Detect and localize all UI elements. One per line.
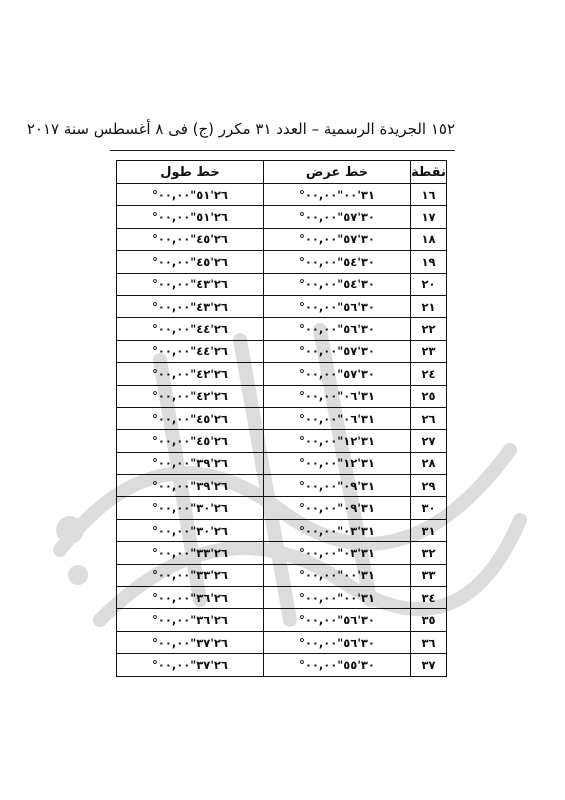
point-cell: ٣٢ bbox=[411, 542, 447, 564]
point-cell: ٢٥ bbox=[411, 385, 447, 407]
latitude-cell: °٣٠'٥٦"٠٠,٠٠ bbox=[264, 318, 411, 340]
latitude-cell: °٣٠'٥٧"٠٠,٠٠ bbox=[264, 363, 411, 385]
longitude-cell: °٢٦'٣٠"٠٠,٠٠ bbox=[117, 497, 264, 519]
point-cell: ٢٠ bbox=[411, 273, 447, 295]
longitude-cell: °٢٦'٤٣"٠٠,٠٠ bbox=[117, 295, 264, 317]
latitude-cell: °٣١'٠٩"٠٠,٠٠ bbox=[264, 475, 411, 497]
table-row bbox=[117, 609, 447, 631]
table-row bbox=[117, 631, 447, 653]
longitude-cell: °٢٦'٤٢"٠٠,٠٠ bbox=[117, 385, 264, 407]
table-row bbox=[117, 318, 447, 340]
table-row bbox=[117, 273, 447, 295]
point-cell: ٢٨ bbox=[411, 452, 447, 474]
longitude-cell: °٢٦'٤٣"٠٠,٠٠ bbox=[117, 273, 264, 295]
table-row bbox=[117, 587, 447, 609]
point-cell: ٢٤ bbox=[411, 363, 447, 385]
table-row bbox=[117, 206, 447, 228]
longitude-cell: °٢٦'٣٩"٠٠,٠٠ bbox=[117, 452, 264, 474]
longitude-cell: °٢٦'٤٥"٠٠,٠٠ bbox=[117, 407, 264, 429]
latitude-cell: °٣١'٠٠"٠٠,٠٠ bbox=[264, 587, 411, 609]
latitude-cell: °٣٠'٥٦"٠٠,٠٠ bbox=[264, 631, 411, 653]
point-cell: ٢٣ bbox=[411, 340, 447, 362]
point-cell: ٣٠ bbox=[411, 497, 447, 519]
point-cell: ١٦ bbox=[411, 184, 447, 206]
header-rule bbox=[110, 150, 455, 151]
point-cell: ٣٦ bbox=[411, 631, 447, 653]
point-cell: ١٩ bbox=[411, 251, 447, 273]
longitude-cell: °٢٦'٥١"٠٠,٠٠ bbox=[117, 206, 264, 228]
latitude-cell: °٣٠'٥٧"٠٠,٠٠ bbox=[264, 340, 411, 362]
longitude-cell: °٢٦'٣٧"٠٠,٠٠ bbox=[117, 654, 264, 676]
latitude-cell: °٣٠'٥٥"٠٠,٠٠ bbox=[264, 654, 411, 676]
longitude-cell: °٢٦'٣٦"٠٠,٠٠ bbox=[117, 587, 264, 609]
table-row bbox=[117, 654, 447, 676]
coordinates-table bbox=[116, 160, 447, 677]
longitude-cell: °٢٦'٤٥"٠٠,٠٠ bbox=[117, 251, 264, 273]
point-cell: ٢٦ bbox=[411, 407, 447, 429]
table-row bbox=[117, 385, 447, 407]
latitude-cell: °٣١'٠٣"٠٠,٠٠ bbox=[264, 519, 411, 541]
table-row bbox=[117, 295, 447, 317]
point-cell: ١٨ bbox=[411, 228, 447, 250]
latitude-cell: °٣١'٠٦"٠٠,٠٠ bbox=[264, 407, 411, 429]
point-cell: ٢٩ bbox=[411, 475, 447, 497]
latitude-cell: °٣١'١٢"٠٠,٠٠ bbox=[264, 452, 411, 474]
table-row bbox=[117, 497, 447, 519]
point-cell: ٣٤ bbox=[411, 587, 447, 609]
longitude-cell: °٢٦'٤٢"٠٠,٠٠ bbox=[117, 363, 264, 385]
latitude-cell: °٣١'١٢"٠٠,٠٠ bbox=[264, 430, 411, 452]
point-cell: ٢٢ bbox=[411, 318, 447, 340]
table-row bbox=[117, 228, 447, 250]
point-cell: ٣٣ bbox=[411, 564, 447, 586]
latitude-cell: °٣٠'٥٧"٠٠,٠٠ bbox=[264, 228, 411, 250]
longitude-cell: °٢٦'٣٧"٠٠,٠٠ bbox=[117, 631, 264, 653]
longitude-cell: °٢٦'٤٤"٠٠,٠٠ bbox=[117, 318, 264, 340]
point-cell: ٢٧ bbox=[411, 430, 447, 452]
point-cell: ٢١ bbox=[411, 295, 447, 317]
table-header-row bbox=[117, 161, 447, 184]
header-point: نقطة bbox=[411, 161, 447, 184]
header-latitude: خط عرض bbox=[264, 161, 411, 184]
table-row bbox=[117, 475, 447, 497]
latitude-cell: °٣٠'٥٧"٠٠,٠٠ bbox=[264, 206, 411, 228]
latitude-cell: °٣١'٠٠"٠٠,٠٠ bbox=[264, 184, 411, 206]
table-row bbox=[117, 407, 447, 429]
longitude-cell: °٢٦'٤٥"٠٠,٠٠ bbox=[117, 430, 264, 452]
longitude-cell: °٢٦'٤٤"٠٠,٠٠ bbox=[117, 340, 264, 362]
latitude-cell: °٣١'٠٩"٠٠,٠٠ bbox=[264, 497, 411, 519]
longitude-cell: °٢٦'٣٠"٠٠,٠٠ bbox=[117, 519, 264, 541]
table-row bbox=[117, 519, 447, 541]
header-longitude: خط طول bbox=[117, 161, 264, 184]
table-row bbox=[117, 542, 447, 564]
table-row bbox=[117, 363, 447, 385]
longitude-cell: °٢٦'٣٣"٠٠,٠٠ bbox=[117, 542, 264, 564]
table-row bbox=[117, 340, 447, 362]
latitude-cell: °٣١'٠٠"٠٠,٠٠ bbox=[264, 564, 411, 586]
table-row bbox=[117, 564, 447, 586]
latitude-cell: °٣٠'٥٦"٠٠,٠٠ bbox=[264, 609, 411, 631]
table-row bbox=[117, 452, 447, 474]
table-row bbox=[117, 184, 447, 206]
latitude-cell: °٣١'٠٣"٠٠,٠٠ bbox=[264, 542, 411, 564]
longitude-cell: °٢٦'٥١"٠٠,٠٠ bbox=[117, 184, 264, 206]
point-cell: ١٧ bbox=[411, 206, 447, 228]
longitude-cell: °٢٦'٣٣"٠٠,٠٠ bbox=[117, 564, 264, 586]
latitude-cell: °٣١'٠٦"٠٠,٠٠ bbox=[264, 385, 411, 407]
longitude-cell: °٢٦'٣٦"٠٠,٠٠ bbox=[117, 609, 264, 631]
latitude-cell: °٣٠'٥٤"٠٠,٠٠ bbox=[264, 251, 411, 273]
table-row bbox=[117, 430, 447, 452]
point-cell: ٣٧ bbox=[411, 654, 447, 676]
table-row bbox=[117, 251, 447, 273]
longitude-cell: °٢٦'٣٩"٠٠,٠٠ bbox=[117, 475, 264, 497]
point-cell: ٣٥ bbox=[411, 609, 447, 631]
latitude-cell: °٣٠'٥٤"٠٠,٠٠ bbox=[264, 273, 411, 295]
latitude-cell: °٣٠'٥٦"٠٠,٠٠ bbox=[264, 295, 411, 317]
longitude-cell: °٢٦'٤٥"٠٠,٠٠ bbox=[117, 228, 264, 250]
page-header: ١٥٢ الجريدة الرسمية – العدد ٣١ مكرر (ج) فى ٨ أغسطس سنة ٢٠١٧ bbox=[26, 120, 455, 138]
point-cell: ٣١ bbox=[411, 519, 447, 541]
